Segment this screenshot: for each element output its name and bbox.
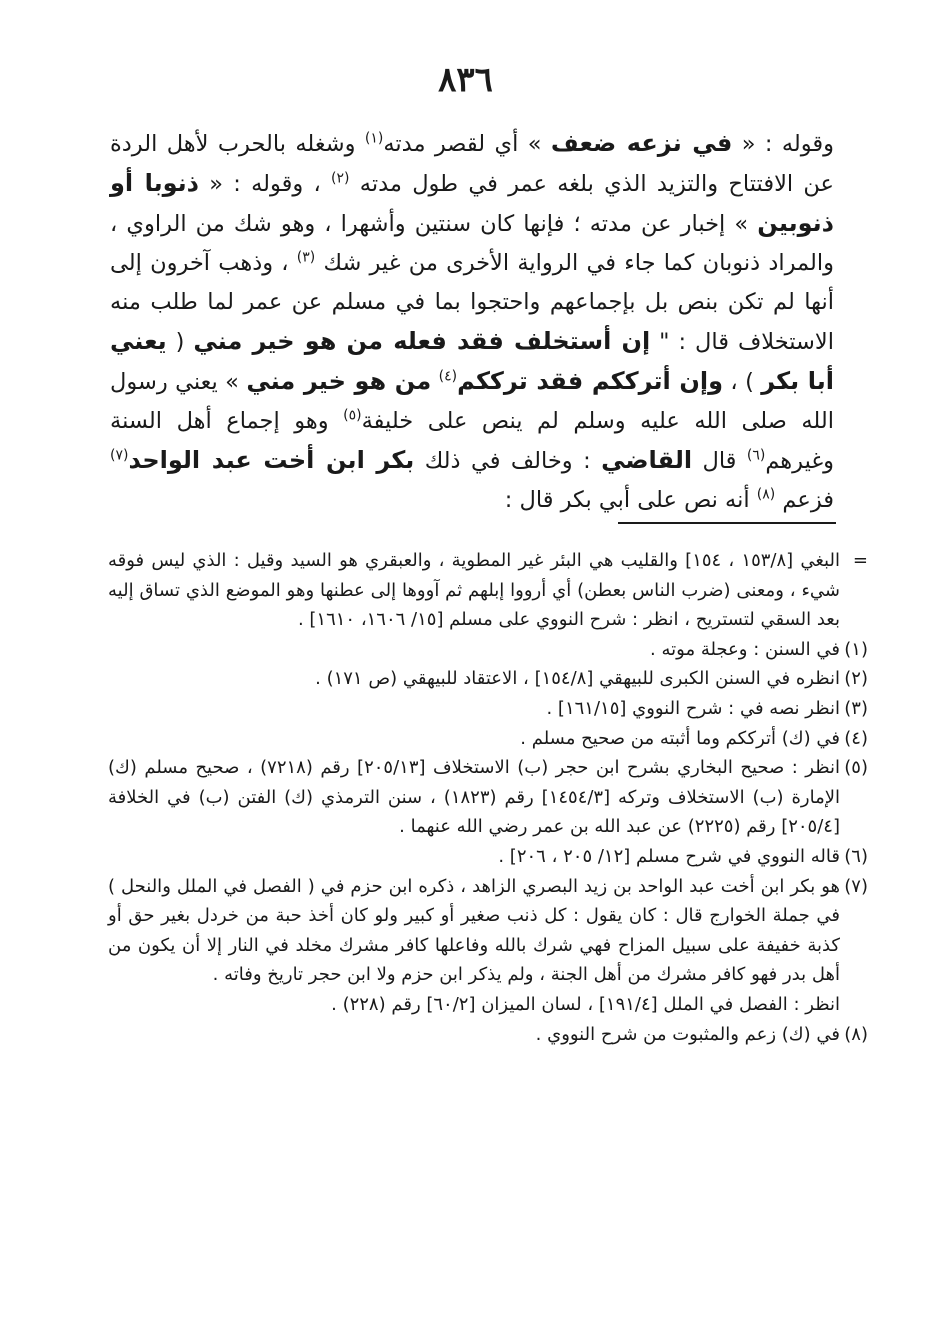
text-segment: وهو إجماع أهل السنة وغيرهم	[110, 408, 834, 474]
bold-name: القاضي	[601, 446, 693, 474]
footnote-number: (٥)	[844, 757, 868, 779]
footnote-2	[108, 664, 868, 694]
text-segment: أنه نص على أبي بكر قال :	[504, 487, 757, 513]
footnote-text: انظره في السنن الكبرى للبيهقي [١٥٤/٨] ، الاعتقاد للبيهقي (ص ١٧١) .	[315, 668, 840, 690]
text-segment: » يعني رسول الله صلى الله عليه وسلم لم ينص على خليفة	[110, 369, 834, 434]
footnote-continuation	[108, 546, 868, 635]
footnote-text: هو بكر ابن أخت عبد الواحد بن زيد البصري الزاهد ، ذكره ابن حزم في ( الفصل في الملل والنحل ) في جملة الخوارج قال : كان يقول : كل ذنب صغير أو كبير ولو كان أخذ حبة من خردل بغير حق أو كذبة خفيفة على سبيل المزاح فهي شرك بالله وفاعلها كافر مشرك مخلد في النار إلا أن يكون من أهل بدر فهو كافر مشرك من أهل الجنة ، ولم يذكر ابن حزم ولا ابن حجر تاريخ وفاته .	[108, 875, 840, 986]
footnote-number: (٣)	[844, 697, 868, 719]
bold-quote: في نزعه ضعف	[550, 129, 733, 157]
bold-quote: من هو خير مني	[246, 367, 432, 395]
text-segment: ، وذهب آخرون إلى أنها لم تكن بنص بل بإجماعهم واحتجوا بما في مسلم عن عمر لما طلب منه الاستخلاف قال : "	[110, 250, 834, 355]
footnote-ref[interactable]: (٤)	[438, 368, 458, 385]
footnote-5	[108, 753, 868, 842]
text-segment: » أي لقصر مدته	[383, 131, 551, 157]
footnote-ref[interactable]: (٢)	[331, 170, 350, 187]
text-segment: » إخبار عن مدته ؛ فإنها كان سنتين وأشهرا ، وهو شك من الراوي ، والمراد ذنوبان كما جاء في الرواية الأخرى من غير شك	[110, 211, 834, 276]
footnote-3	[108, 694, 868, 724]
footnote-text: في (ك) أترككم وما أثبته من صحيح مسلم .	[520, 727, 840, 749]
footnote-text: قاله النووي في شرح مسلم [١٢/ ٢٠٥ ، ٢٠٦] .	[498, 845, 840, 867]
text-segment: قال	[692, 448, 747, 474]
footnote-7-reference: انظر : الفصل في الملل [١٩١/٤] ، لسان الميزان [٦٠/٢] رقم (٢٢٨) .	[331, 993, 840, 1015]
footnote-4	[108, 724, 868, 754]
footnote-text: البغي [١٥٣/٨ ، ١٥٤] والقليب هي البئر غير المطوية ، والعبقري هو السيد وقيل : الذي ليس فوقه شيء ، ومعنى (ضرب الناس بعطن) أي أرووا إبلهم ثم آووها إلى عطنها وهو الموضع الذي تساق إليه بعد السقي لتستريح ، انظر : شرح النووي على مسلم [١٥/ ١٦٠٦، ١٦١٠] .	[108, 550, 840, 631]
bold-quote: وإن أترككم فقد ترككم	[457, 367, 723, 395]
text-segment	[431, 369, 438, 395]
footnote-text: في (ك) زعم والمثبوت من شرح النووي .	[535, 1023, 840, 1045]
main-paragraph	[110, 124, 834, 520]
footnote-number: (٨)	[844, 1023, 868, 1045]
footnote-divider	[618, 522, 836, 524]
footnote-text: في السنن : وعجلة موته .	[650, 638, 840, 660]
footnote-ref[interactable]: (٣)	[296, 249, 316, 266]
continuation-marker: =	[852, 550, 868, 571]
footnote-6	[108, 842, 868, 872]
footnote-ref[interactable]: (٥)	[343, 407, 362, 424]
text-segment: ، وقوله : «	[199, 171, 332, 197]
footnote-ref[interactable]: (٦)	[746, 447, 766, 464]
footnote-1	[108, 635, 868, 665]
footnotes	[108, 546, 868, 1049]
footnote-ref[interactable]: (١)	[364, 130, 384, 147]
footnote-ref[interactable]: (٧)	[110, 447, 129, 464]
text-segment: وقوله : «	[732, 131, 835, 157]
bold-name: بكر ابن أخت عبد الواحد	[128, 446, 415, 474]
main-text	[110, 124, 834, 520]
bold-quote: إن أستخلف فقد فعله من هو خير مني	[193, 327, 651, 355]
text-segment: ) ،	[723, 369, 762, 395]
bold-quote: يعني أبا بكر	[110, 327, 835, 395]
footnote-number: (٦)	[844, 845, 868, 867]
footnote-8	[108, 1020, 868, 1050]
text-segment: فزعم	[775, 487, 834, 513]
text-segment: : وخالف في ذلك	[414, 448, 602, 474]
footnote-7	[108, 872, 868, 990]
footnote-number: (٧)	[844, 875, 868, 897]
footnote-ref[interactable]: (٨)	[756, 486, 776, 503]
footnote-number: (١)	[844, 638, 868, 660]
page-number: ٨٣٦	[438, 60, 493, 100]
text-segment: (	[166, 329, 194, 355]
footnote-number: (٤)	[844, 727, 868, 749]
footnote-number: (٢)	[844, 668, 868, 690]
text-segment: وشغله بالحرب لأهل الردة عن الافتتاح والتزيد الذي بلغه عمر في طول مدته	[110, 131, 834, 197]
footnote-text: انظر نصه في : شرح النووي [١٦١/١٥] .	[546, 697, 840, 719]
bold-quote: ذنوبا أو ذنوبين	[110, 169, 834, 237]
footnote-text: انظر : صحيح البخاري بشرح ابن حجر (ب) الاستخلاف [٢٠٥/١٣] رقم (٧٢١٨) ، صحيح مسلم (ك) الإمارة (ب) الاستخلاف وتركه [١٤٥٤/٣] رقم (١٨٢٣) ، سنن الترمذي (ك) الفتن (ب) في الخلافة [٢٠٥/٤] رقم (٢٢٢٥) عن عبد الله بن عمر رضي الله عنهما .	[108, 757, 840, 838]
